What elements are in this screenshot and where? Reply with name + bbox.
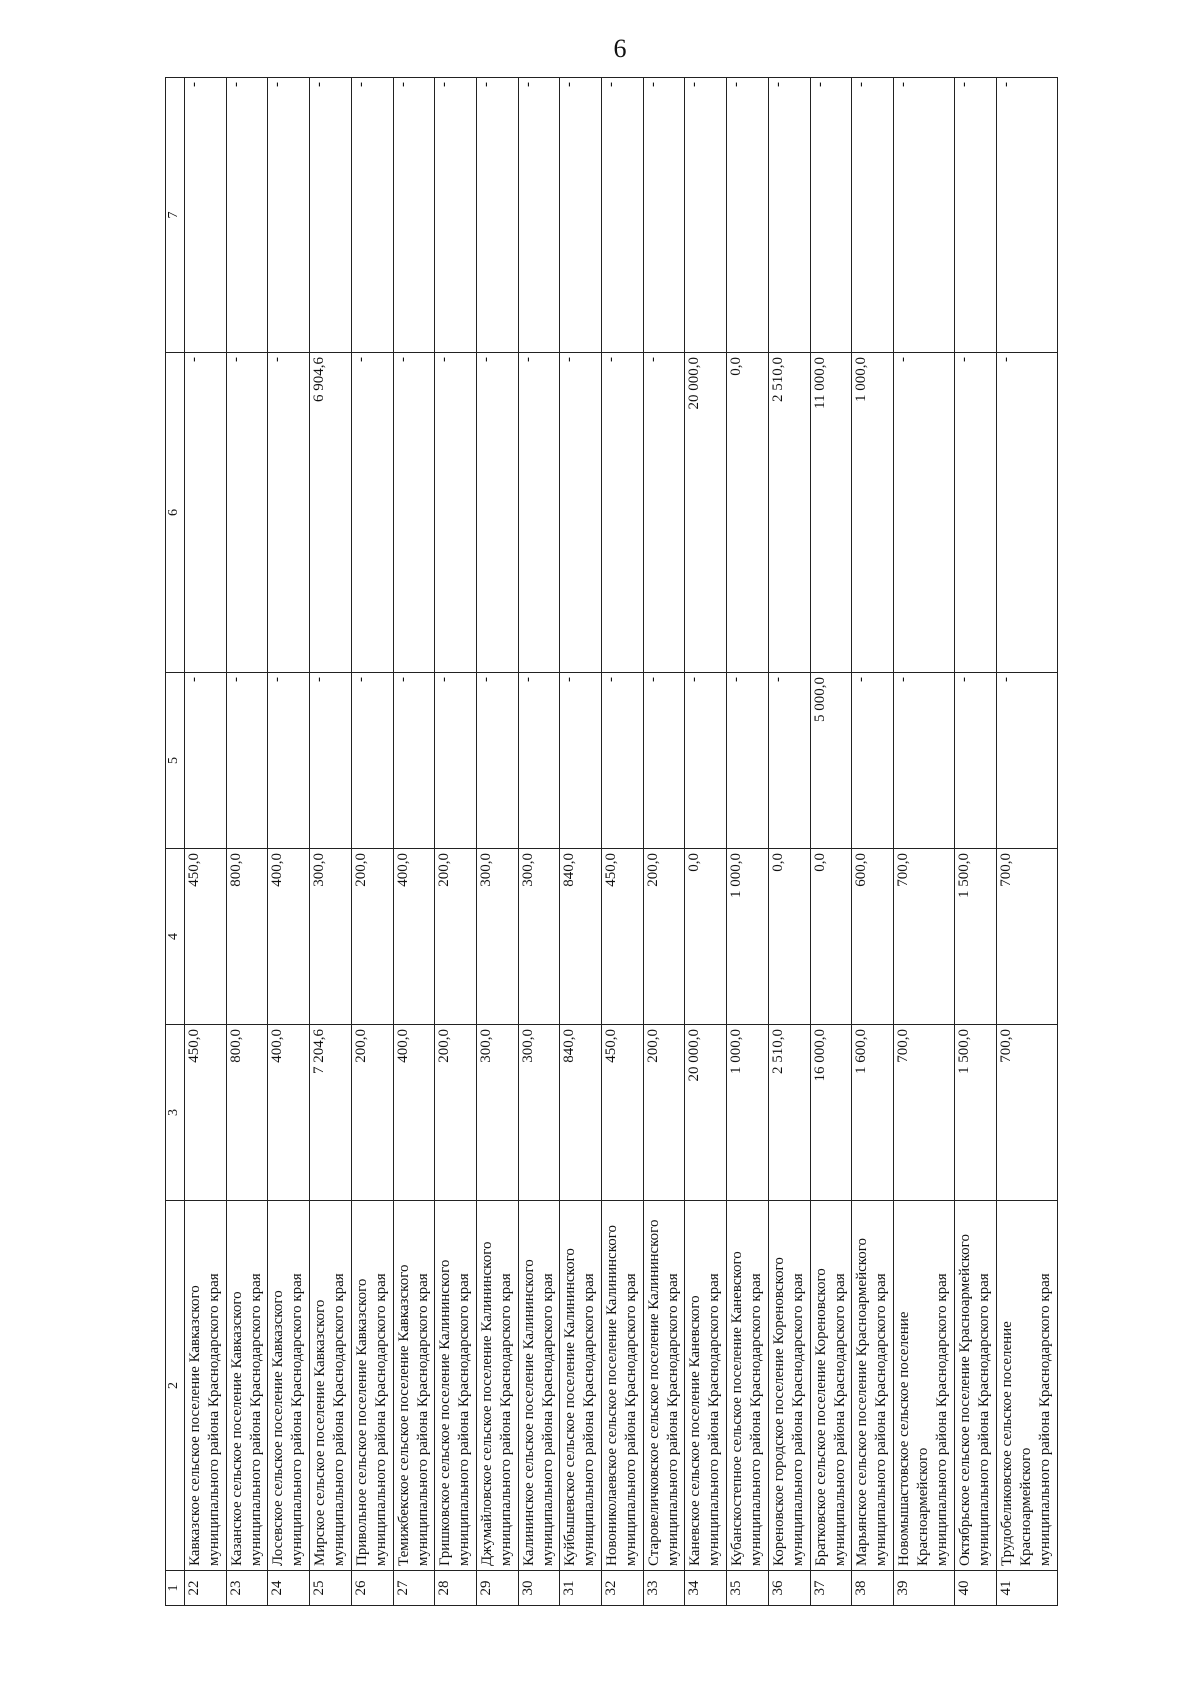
settlement-name-line: Братковское сельское поселение Кореновского [812,1268,829,1566]
row-number-cell: 34 [685,1571,727,1606]
value-cell-c5: - [560,673,602,849]
column-header-7: 7 [166,78,185,353]
settlement-name-cell [643,1201,685,1571]
value-cell-c6: 0,0 [727,353,769,673]
settlement-name-cell [852,1201,894,1571]
row-number-cell: 26 [351,1571,393,1606]
settlement-name-line: муниципального района Краснодарского края [372,1273,389,1566]
value-cell-c7: - [768,78,810,353]
settlement-name-cell [768,1201,810,1571]
column-header-2: 2 [166,1201,185,1571]
table-row [476,78,518,1606]
table-row [560,78,602,1606]
value-cell-c7: - [560,78,602,353]
table-row [518,78,560,1606]
value-cell-c4: 1 000,0 [727,849,769,1025]
settlement-name-line: Октябрьское сельское поселение Красноармейского [957,1234,973,1566]
row-number-cell: 30 [518,1571,560,1606]
row-number-cell: 23 [226,1571,268,1606]
settlement-name-line: муниципального района Краснодарского края [873,1273,890,1566]
page-number: 6 [613,34,627,63]
value-cell-c3: 450,0 [185,1025,227,1201]
settlement-name-line: муниципального района Краснодарского края [1036,1273,1053,1566]
table-body [185,78,1058,1606]
value-cell-c7: - [852,78,894,353]
value-cell-c4: 200,0 [435,849,477,1025]
settlement-name-cell [893,1201,954,1571]
settlement-name-cell [351,1201,393,1571]
value-cell-c5: - [727,673,769,849]
value-cell-c5: - [476,673,518,849]
settlement-name-line: муниципального района Краснодарского края [289,1273,306,1566]
row-number-cell: 32 [602,1571,644,1606]
table-row [768,78,810,1606]
value-cell-c4: 700,0 [893,849,954,1025]
settlement-name-line: Старовеличковское сельское поселение Калининского [645,1219,662,1566]
value-cell-c3: 16 000,0 [810,1025,852,1201]
settlement-name-line: муниципального района Краснодарского края [623,1273,640,1566]
settlement-name-line: Куйбышевское сельское поселение Калининского [562,1248,579,1566]
value-cell-c3: 200,0 [351,1025,393,1201]
settlement-name-cell [310,1201,352,1571]
value-cell-c6: - [268,353,310,673]
value-cell-c5: 5 000,0 [810,673,852,849]
value-cell-c7: - [810,78,852,353]
settlement-name-line: муниципального района Краснодарского края [933,1273,950,1566]
settlement-name-cell [560,1201,602,1571]
value-cell-c6: - [185,353,227,673]
value-cell-c4: 450,0 [602,849,644,1025]
value-cell-c6: - [560,353,602,673]
table-row [268,78,310,1606]
table-row [685,78,727,1606]
settlement-name-line: Темижбекское сельское поселение Кавказского [395,1264,412,1566]
table-row [643,78,685,1606]
table-row [727,78,769,1606]
table-row [810,78,852,1606]
settlement-name-cell [996,1201,1057,1571]
table-row [310,78,352,1606]
value-cell-c7: - [518,78,560,353]
settlement-name-cell [476,1201,518,1571]
column-header-6: 6 [166,353,185,673]
value-cell-c4: 0,0 [685,849,727,1025]
settlement-name-line: муниципального района Краснодарского края [581,1273,598,1566]
value-cell-c7: - [893,78,954,353]
value-cell-c5: - [685,673,727,849]
table-header-row [166,78,185,1606]
table-row [852,78,894,1606]
settlement-name-line: Новомышастовское сельское поселение Красноармейского [895,1311,931,1566]
value-cell-c3: 2 510,0 [768,1025,810,1201]
value-cell-c6: 11 000,0 [810,353,852,673]
value-cell-c6: - [643,353,685,673]
row-number-cell: 39 [893,1571,954,1606]
row-number-cell: 41 [996,1571,1057,1606]
value-cell-c7: - [185,78,227,353]
settlement-name-cell [602,1201,644,1571]
row-number-cell: 37 [810,1571,852,1606]
value-cell-c4: 700,0 [996,849,1057,1025]
column-header-5: 5 [166,673,185,849]
settlement-name-line: Калининское сельское поселение Калининского [520,1259,537,1566]
value-cell-c5: - [852,673,894,849]
settlement-name-line: Кавказское сельское поселение Кавказского [187,1285,203,1566]
settlement-name-cell [185,1201,227,1571]
settlement-name-line: муниципального района Краснодарского края [414,1273,431,1566]
settlement-name-line: муниципального района Краснодарского края [748,1273,765,1566]
data-table [165,77,1058,1606]
settlement-name-line: муниципального района Краснодарского края [976,1273,992,1566]
settlement-name-cell [518,1201,560,1571]
settlement-name-line: Привольное сельское поселение Кавказского [353,1278,370,1566]
table-row [955,78,997,1606]
value-cell-c4: 0,0 [768,849,810,1025]
row-number-cell: 31 [560,1571,602,1606]
row-number-cell: 33 [643,1571,685,1606]
value-cell-c6: - [602,353,644,673]
value-cell-c4: 300,0 [310,849,352,1025]
value-cell-c6: - [226,353,268,673]
value-cell-c6: 20 000,0 [685,353,727,673]
row-number-cell: 29 [476,1571,518,1606]
rotated-table-container [165,78,1058,1606]
settlement-name-line: Казанское сельское поселение Кавказского [228,1291,245,1566]
value-cell-c4: 200,0 [351,849,393,1025]
value-cell-c3: 1 000,0 [727,1025,769,1201]
column-header-3: 3 [166,1025,185,1201]
value-cell-c6: - [996,353,1057,673]
row-number-cell: 28 [435,1571,477,1606]
table-row [435,78,477,1606]
value-cell-c7: - [226,78,268,353]
settlement-name-line: Трудобеликовское сельское поселение Красноармейского [998,1321,1034,1566]
value-cell-c3: 7 204,6 [310,1025,352,1201]
value-cell-c3: 700,0 [996,1025,1057,1201]
table-row [996,78,1057,1606]
value-cell-c3: 700,0 [893,1025,954,1201]
column-header-4: 4 [166,849,185,1025]
value-cell-c6: - [435,353,477,673]
table-row [226,78,268,1606]
value-cell-c4: 400,0 [268,849,310,1025]
value-cell-c7: - [996,78,1057,353]
value-cell-c3: 1 600,0 [852,1025,894,1201]
value-cell-c5: - [310,673,352,849]
settlement-name-line: Гришковское сельское поселение Калининского [437,1259,454,1566]
value-cell-c6: 2 510,0 [768,353,810,673]
value-cell-c3: 300,0 [476,1025,518,1201]
settlement-name-cell [435,1201,477,1571]
value-cell-c4: 200,0 [643,849,685,1025]
value-cell-c6: - [393,353,435,673]
value-cell-c3: 200,0 [643,1025,685,1201]
value-cell-c4: 800,0 [226,849,268,1025]
settlement-name-line: Кубанскостепное сельское поселение Каневского [729,1251,746,1566]
value-cell-c7: - [685,78,727,353]
value-cell-c7: - [351,78,393,353]
settlement-name-cell [268,1201,310,1571]
value-cell-c7: - [268,78,310,353]
row-number-cell: 38 [852,1571,894,1606]
row-number-cell: 36 [768,1571,810,1606]
value-cell-c6: - [893,353,954,673]
settlement-name-cell [955,1201,997,1571]
value-cell-c7: - [727,78,769,353]
value-cell-c7: - [310,78,352,353]
value-cell-c3: 400,0 [393,1025,435,1201]
value-cell-c3: 20 000,0 [685,1025,727,1201]
value-cell-c5: - [602,673,644,849]
value-cell-c6: 6 904,6 [310,353,352,673]
row-number-cell: 25 [310,1571,352,1606]
settlement-name-line: муниципального района Краснодарского края [664,1273,681,1566]
value-cell-c5: - [226,673,268,849]
value-cell-c6: - [518,353,560,673]
settlement-name-line: Мирское сельское поселение Кавказского [312,1299,329,1566]
value-cell-c3: 1 500,0 [955,1025,997,1201]
value-cell-c5: - [351,673,393,849]
value-cell-c4: 300,0 [476,849,518,1025]
value-cell-c5: - [768,673,810,849]
table-row [351,78,393,1606]
settlement-name-line: муниципального района Краснодарского края [497,1273,514,1566]
settlement-name-cell [685,1201,727,1571]
value-cell-c5: - [435,673,477,849]
settlement-name-line: муниципального района Краснодарского края [539,1273,556,1566]
settlement-name-cell [727,1201,769,1571]
value-cell-c6: 1 000,0 [852,353,894,673]
value-cell-c5: - [518,673,560,849]
table-row [602,78,644,1606]
value-cell-c3: 200,0 [435,1025,477,1201]
settlement-name-line: муниципального района Краснодарского края [831,1273,848,1566]
value-cell-c4: 1 500,0 [955,849,997,1025]
value-cell-c3: 400,0 [268,1025,310,1201]
value-cell-c4: 300,0 [518,849,560,1025]
value-cell-c5: - [955,673,997,849]
row-number-cell: 24 [268,1571,310,1606]
value-cell-c6: - [351,353,393,673]
value-cell-c6: - [955,353,997,673]
settlement-name-cell [226,1201,268,1571]
value-cell-c3: 800,0 [226,1025,268,1201]
value-cell-c4: 0,0 [810,849,852,1025]
settlement-name-cell [393,1201,435,1571]
value-cell-c4: 450,0 [185,849,227,1025]
settlement-name-cell [810,1201,852,1571]
value-cell-c7: - [602,78,644,353]
value-cell-c3: 300,0 [518,1025,560,1201]
row-number-cell: 27 [393,1571,435,1606]
value-cell-c7: - [643,78,685,353]
column-header-1: 1 [166,1571,185,1606]
value-cell-c5: - [185,673,227,849]
settlement-name-line: Каневское сельское поселение Каневского [687,1295,704,1566]
row-number-cell: 40 [955,1571,997,1606]
settlement-name-line: Марьянское сельское поселение Красноармейского [854,1237,871,1566]
value-cell-c5: - [996,673,1057,849]
settlement-name-line: Новониколаевское сельское поселение Калининского [604,1224,621,1566]
settlement-name-line: муниципального района Краснодарского края [789,1273,806,1566]
table-row [893,78,954,1606]
settlement-name-line: Лосевское сельское поселение Кавказского [270,1290,287,1566]
settlement-name-line: Джумайловское сельское поселение Калининского [478,1241,495,1566]
value-cell-c5: - [643,673,685,849]
value-cell-c7: - [476,78,518,353]
value-cell-c3: 840,0 [560,1025,602,1201]
settlement-name-line: муниципального района Краснодарского края [247,1273,264,1566]
settlement-name-line: муниципального района Краснодарского края [206,1273,222,1566]
value-cell-c7: - [435,78,477,353]
table-row [393,78,435,1606]
row-number-cell: 35 [727,1571,769,1606]
value-cell-c7: - [393,78,435,353]
settlement-name-line: Кореновское городское поселение Кореновского [770,1257,787,1566]
value-cell-c4: 600,0 [852,849,894,1025]
value-cell-c5: - [393,673,435,849]
settlement-name-line: муниципального района Краснодарского края [456,1273,473,1566]
value-cell-c6: - [476,353,518,673]
value-cell-c5: - [268,673,310,849]
value-cell-c4: 400,0 [393,849,435,1025]
value-cell-c3: 450,0 [602,1025,644,1201]
value-cell-c7: - [955,78,997,353]
value-cell-c4: 840,0 [560,849,602,1025]
table-row [185,78,227,1606]
settlement-name-line: муниципального района Краснодарского края [706,1273,723,1566]
row-number-cell: 22 [185,1571,227,1606]
settlement-name-line: муниципального района Краснодарского края [331,1273,348,1566]
value-cell-c5: - [893,673,954,849]
